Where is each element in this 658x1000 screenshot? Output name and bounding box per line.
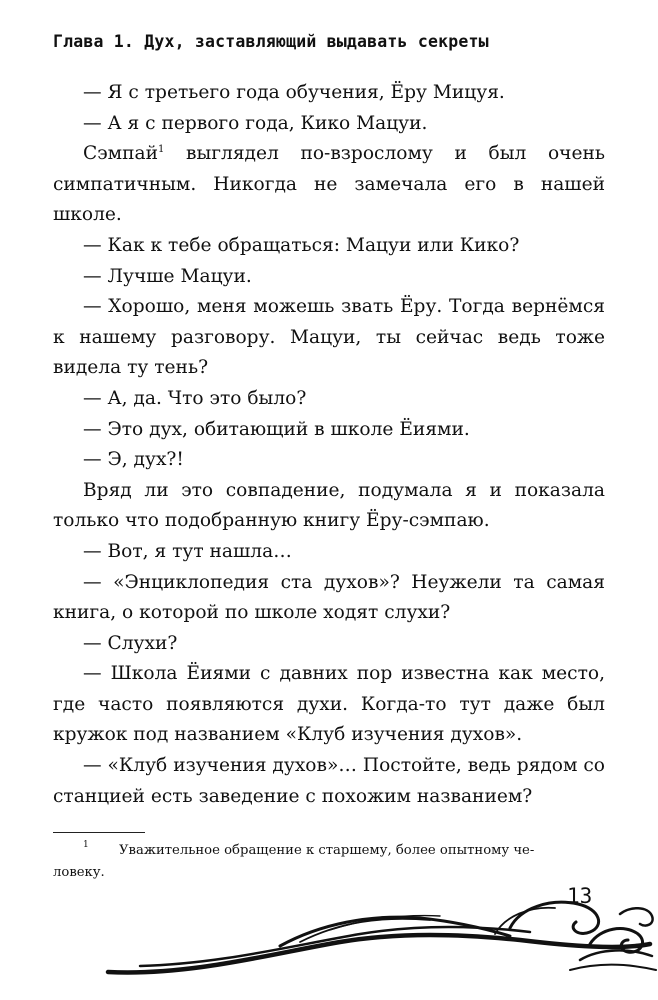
footnote-text-continued: ловеку. [53, 865, 105, 880]
paragraph: — Школа Ёиями с давних пор известна как место, где часто появляются духи. Когда-то тут даже был кружок под названием «Клуб изучения духов». [53, 663, 605, 746]
paragraph: — Вот, я тут нашла… [83, 540, 292, 562]
footnote-divider [53, 832, 145, 833]
paragraph: — Как к тебе обращаться: Мацуи или Кико? [83, 234, 520, 256]
paragraph [53, 139, 605, 231]
chapter-title: Глава 1. Дух, заставляющий выдавать секреты [53, 32, 489, 51]
footnote-marker: 1 [83, 840, 89, 850]
paragraph: — Я с третьего года обучения, Ёру Мицуя. [83, 82, 505, 103]
paragraph: — Лучше Мацуи. [83, 265, 252, 287]
paragraph: Вряд ли это совпадение, подумала я и показала только что подобранную книгу Ёру-сэмпаю. [53, 479, 605, 532]
paragraph-text: Сэмпай [83, 143, 158, 165]
paragraph: — Хорошо, меня можешь звать Ёру. Тогда вернёмся к нашему разговору. Мацуи, ты сейчас ведь тоже видела ту тень? [53, 296, 605, 379]
wave-ornament-icon [100, 884, 658, 984]
paragraph: — Э, дух?! [83, 449, 184, 471]
paragraph: — «Клуб изучения духов»… Постойте, ведь рядом со станцией есть заведение с похожим названием? [53, 755, 605, 807]
paragraph: — Слухи? [83, 632, 178, 654]
paragraph: — Это дух, обитающий в школе Ёиями. [83, 418, 470, 440]
footnote-text: Уважительное обращение к старшему, более опытному че- [119, 843, 535, 858]
page-number: 13 [567, 884, 593, 908]
paragraph: — «Энциклопедия ста духов»? Неужели та самая книга, о которой по школе ходят слухи? [53, 571, 605, 624]
footnote-reference: 1 [157, 144, 165, 155]
body-text [53, 78, 605, 812]
footnote [53, 840, 605, 884]
paragraph: — А я с первого года, Кико Мацуи. [83, 112, 428, 134]
paragraph: — А, да. Что это было? [83, 387, 307, 409]
paragraph-text: выглядел по-взрослому и был очень симпатичным. Никогда не замечала его в нашей школе. [53, 143, 605, 226]
